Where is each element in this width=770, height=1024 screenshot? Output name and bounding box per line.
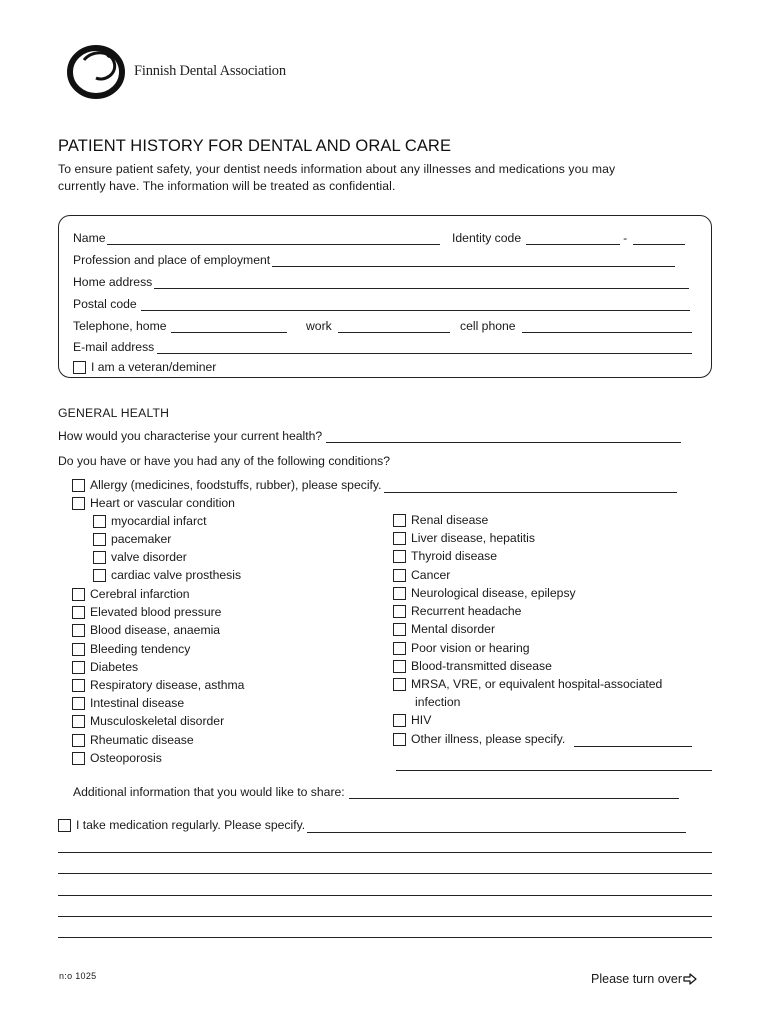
condition-label: Musculoskeletal disorder: [90, 714, 225, 728]
identity-code-label: Identity code: [452, 231, 522, 245]
checkbox[interactable]: [93, 551, 106, 564]
condition-label: cardiac valve prosthesis: [111, 568, 242, 582]
work-phone-field[interactable]: [338, 321, 450, 333]
work-phone-label: work: [306, 319, 332, 333]
other-illness-field[interactable]: [574, 735, 692, 747]
medication-field[interactable]: [307, 821, 686, 833]
condition-item: [72, 641, 190, 657]
checkbox[interactable]: [72, 624, 85, 637]
hiv-checkbox[interactable]: [393, 714, 406, 727]
name-label: Name: [73, 231, 106, 245]
veteran-label: I am a veteran/deminer: [91, 360, 217, 374]
condition-label: Respiratory disease, asthma: [90, 678, 245, 692]
condition-label: Intestinal disease: [90, 696, 185, 710]
condition-label: Osteoporosis: [90, 751, 162, 765]
telephone-home-field[interactable]: [171, 321, 287, 333]
checkbox[interactable]: [72, 697, 85, 710]
cell-phone-label: cell phone: [460, 319, 516, 333]
condition-label: myocardial infarct: [111, 514, 207, 528]
home-address-field[interactable]: [154, 277, 689, 289]
identity-code-field-1[interactable]: [526, 233, 620, 245]
other-illness-checkbox[interactable]: [393, 733, 406, 746]
profession-field[interactable]: [272, 255, 675, 267]
checkbox[interactable]: [393, 605, 406, 618]
intro-line-1: To ensure patient safety, your dentist needs information about any illnesses and medications you may: [58, 162, 616, 176]
association-logo: [66, 40, 132, 100]
form-number: n:o 1025: [59, 971, 97, 981]
checkbox[interactable]: [72, 606, 85, 619]
condition-item: [72, 713, 224, 729]
heart-sub-item: [93, 513, 207, 529]
additional-info-label: Additional information that you would like to share:: [73, 785, 345, 799]
condition-item: [72, 677, 244, 693]
heart-sub-item: [93, 531, 171, 547]
checkbox[interactable]: [72, 661, 85, 674]
checkbox[interactable]: [72, 715, 85, 728]
profession-label: Profession and place of employment: [73, 253, 271, 267]
medication-field-line[interactable]: [58, 937, 712, 938]
condition-label: pacemaker: [111, 532, 172, 546]
checkbox[interactable]: [393, 514, 406, 527]
checkbox[interactable]: [72, 643, 85, 656]
checkbox[interactable]: [393, 532, 406, 545]
condition-item: [72, 750, 162, 766]
conditions-question: Do you have or have you had any of the following conditions?: [58, 454, 390, 468]
condition-label: Renal disease: [411, 513, 489, 527]
turn-over-note: [591, 972, 697, 986]
checkbox[interactable]: [72, 734, 85, 747]
condition-item: [393, 603, 521, 619]
condition-item: [72, 604, 221, 620]
checkbox[interactable]: [393, 623, 406, 636]
checkbox[interactable]: [93, 533, 106, 546]
condition-label: Blood disease, anaemia: [90, 623, 221, 637]
checkbox[interactable]: [393, 569, 406, 582]
condition-item: [393, 640, 530, 656]
checkbox[interactable]: [72, 752, 85, 765]
condition-label: valve disorder: [111, 550, 187, 564]
condition-item: [393, 512, 488, 528]
postal-code-label: Postal code: [73, 297, 137, 311]
condition-label: Mental disorder: [411, 622, 495, 636]
email-field[interactable]: [157, 342, 692, 354]
condition-item: [393, 530, 535, 546]
condition-label: Cerebral infarction: [90, 587, 190, 601]
condition-item: [393, 585, 576, 601]
identity-code-separator: -: [623, 231, 628, 245]
hiv-label: HIV: [411, 713, 432, 727]
health-answer-field[interactable]: [326, 431, 681, 443]
allergy-specify-field[interactable]: [384, 481, 677, 493]
checkbox[interactable]: [393, 587, 406, 600]
medication-field-line[interactable]: [58, 873, 712, 874]
allergy-checkbox[interactable]: [72, 479, 85, 492]
cell-phone-field[interactable]: [522, 321, 692, 333]
checkbox[interactable]: [93, 515, 106, 528]
name-field[interactable]: [107, 233, 440, 245]
checkbox[interactable]: [393, 550, 406, 563]
organization-name: Finnish Dental Association: [134, 63, 286, 79]
condition-label: Diabetes: [90, 660, 139, 674]
additional-info-field[interactable]: [349, 787, 679, 799]
arrow-right-icon: [683, 973, 697, 985]
checkbox[interactable]: [393, 678, 406, 691]
condition-item: [393, 621, 495, 637]
checkbox[interactable]: [93, 569, 106, 582]
condition-item: [393, 567, 450, 583]
allergy-label: Allergy (medicines, foodstuffs, rubber), please specify.: [90, 478, 382, 492]
telephone-home-label: Telephone, home: [73, 319, 167, 333]
health-question: How would you characterise your current health?: [58, 429, 323, 443]
heart-condition-label: Heart or vascular condition: [90, 496, 235, 510]
home-address-label: Home address: [73, 275, 153, 289]
other-illness-label: Other illness, please specify.: [411, 732, 566, 746]
condition-item: [72, 732, 194, 748]
medication-field-line[interactable]: [58, 852, 712, 853]
condition-label: Neurological disease, epilepsy: [411, 586, 576, 600]
condition-item: [72, 695, 184, 711]
condition-label: Thyroid disease: [411, 549, 498, 563]
medication-field-line[interactable]: [58, 895, 712, 896]
condition-label: Rheumatic disease: [90, 733, 194, 747]
checkbox[interactable]: [72, 679, 85, 692]
condition-item: [393, 731, 692, 747]
condition-item: [393, 712, 431, 728]
turn-over-label: Please turn over: [591, 972, 683, 986]
medication-field-line[interactable]: [58, 916, 712, 917]
checkbox[interactable]: [393, 660, 406, 673]
medication-label: I take medication regularly. Please specify.: [76, 818, 306, 832]
form-title: PATIENT HISTORY FOR DENTAL AND ORAL CARE: [58, 137, 452, 155]
mrsa-label-continued: infection: [415, 695, 461, 709]
condition-item: [72, 586, 190, 602]
condition-label: Poor vision or hearing: [411, 641, 530, 655]
heart-condition-checkbox[interactable]: [72, 497, 85, 510]
heart-sub-item: [93, 567, 241, 583]
condition-label: MRSA, VRE, or equivalent hospital-associated: [411, 677, 663, 691]
condition-label: Elevated blood pressure: [90, 605, 222, 619]
intro-line-2: currently have. The information will be treated as confidential.: [58, 179, 396, 193]
email-label: E-mail address: [73, 340, 155, 354]
identity-code-field-2[interactable]: [633, 233, 685, 245]
intro-text: [58, 161, 708, 195]
condition-label: Bleeding tendency: [90, 642, 191, 656]
condition-label: Blood-transmitted disease: [411, 659, 552, 673]
condition-item: [72, 659, 138, 675]
condition-label: Liver disease, hepatitis: [411, 531, 535, 545]
general-health-heading: GENERAL HEALTH: [58, 406, 170, 420]
condition-label: Recurrent headache: [411, 604, 522, 618]
medication-checkbox[interactable]: [58, 819, 71, 832]
condition-item: [393, 548, 497, 564]
condition-item: [393, 658, 552, 674]
postal-code-field[interactable]: [141, 299, 690, 311]
condition-item: [393, 676, 662, 692]
checkbox[interactable]: [72, 588, 85, 601]
condition-item: [72, 622, 220, 638]
checkbox[interactable]: [393, 642, 406, 655]
heart-sub-item: [93, 549, 187, 565]
condition-label: Cancer: [411, 568, 451, 582]
other-illness-field-line-2[interactable]: [396, 770, 712, 771]
veteran-checkbox[interactable]: [73, 361, 86, 374]
